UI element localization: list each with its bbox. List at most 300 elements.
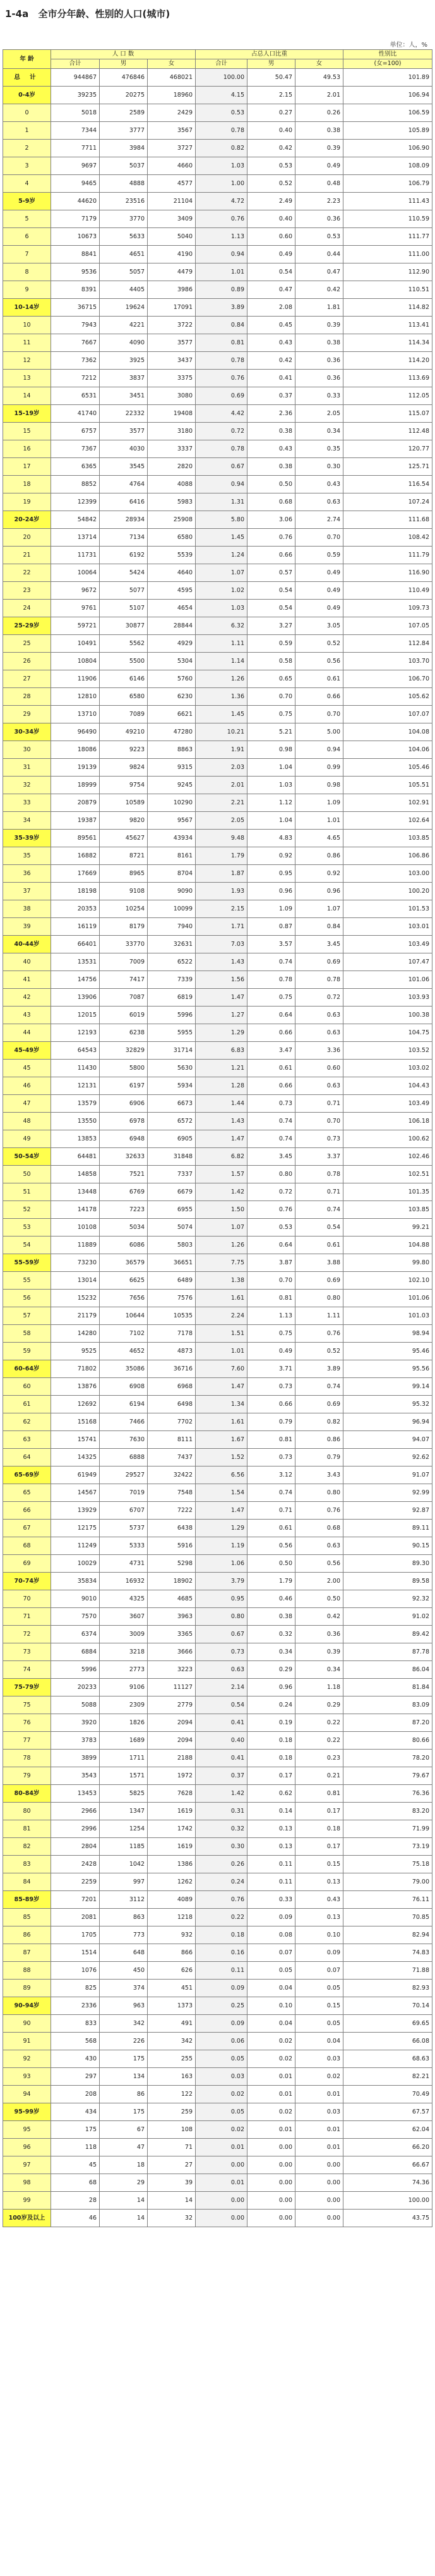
- cell-pct-total: 1.43: [196, 953, 247, 971]
- table-row: [3, 2068, 432, 2086]
- cell-female: 31848: [148, 1148, 196, 1166]
- cell-age: 34: [3, 812, 51, 830]
- cell-total: 6365: [51, 458, 100, 476]
- cell-male: 10589: [100, 794, 148, 812]
- cell-male: 86: [100, 2086, 148, 2103]
- cell-pct-male: 0.53: [247, 157, 295, 175]
- table-row: [3, 2015, 432, 2033]
- cell-female: 491: [148, 2015, 196, 2033]
- table-row-group: [3, 723, 432, 741]
- cell-pct-female: 0.61: [295, 670, 343, 688]
- cell-pct-male: 0.13: [247, 1838, 295, 1856]
- table-row-group: [3, 1042, 432, 1060]
- table-row: [3, 1130, 432, 1148]
- cell-pct-female: 0.78: [295, 971, 343, 989]
- cell-age: 60: [3, 1378, 51, 1396]
- cell-male: 20275: [100, 87, 148, 104]
- cell-pct-male: 0.42: [247, 352, 295, 370]
- cell-pct-female: 0.01: [295, 2121, 343, 2139]
- cell-pct-male: 0.40: [247, 122, 295, 140]
- cell-pct-total: 0.53: [196, 104, 247, 122]
- cell-female: 4190: [148, 246, 196, 263]
- cell-age: 46: [3, 1077, 51, 1095]
- cell-male: 14: [100, 2210, 148, 2227]
- table-row: [3, 1007, 432, 1024]
- cell-male: 33770: [100, 936, 148, 953]
- cell-age: 62: [3, 1413, 51, 1431]
- cell-pct-total: 1.87: [196, 865, 247, 883]
- cell-female: 108: [148, 2121, 196, 2139]
- cell-ratio: 99.80: [343, 1254, 432, 1272]
- cell-ratio: 94.07: [343, 1431, 432, 1449]
- table-row: [3, 1909, 432, 1926]
- cell-age: 2: [3, 140, 51, 157]
- cell-age: 15-19岁: [3, 405, 51, 423]
- table-row-group: [3, 2210, 432, 2227]
- cell-ratio: 76.36: [343, 1785, 432, 1803]
- cell-total: 45: [51, 2156, 100, 2174]
- cell-pct-female: 0.68: [295, 1520, 343, 1537]
- table-row-group: [3, 617, 432, 635]
- cell-total: 13929: [51, 1502, 100, 1520]
- table-row: [3, 706, 432, 723]
- table-row-group: [3, 87, 432, 104]
- cell-male: 4652: [100, 1343, 148, 1360]
- cell-age: 96: [3, 2139, 51, 2156]
- cell-pct-male: 0.74: [247, 953, 295, 971]
- cell-pct-total: 0.76: [196, 210, 247, 228]
- cell-pct-male: 0.54: [247, 582, 295, 600]
- cell-ratio: 106.94: [343, 87, 432, 104]
- cell-pct-female: 0.69: [295, 1272, 343, 1290]
- cell-pct-female: 0.03: [295, 2050, 343, 2068]
- cell-female: 7178: [148, 1325, 196, 1343]
- cell-pct-total: 0.67: [196, 1626, 247, 1643]
- cell-ratio: 103.01: [343, 918, 432, 936]
- cell-male: 4731: [100, 1555, 148, 1573]
- cell-total: 2259: [51, 1873, 100, 1891]
- cell-total: 7667: [51, 334, 100, 352]
- cell-age: 58: [3, 1325, 51, 1343]
- cell-total: 2081: [51, 1909, 100, 1926]
- cell-ratio: 103.93: [343, 989, 432, 1007]
- cell-total: 54842: [51, 511, 100, 529]
- cell-pct-total: 1.47: [196, 1130, 247, 1148]
- cell-total: 13876: [51, 1378, 100, 1396]
- cell-age: 10: [3, 317, 51, 334]
- cell-age: 77: [3, 1732, 51, 1750]
- cell-pct-male: 0.71: [247, 1502, 295, 1520]
- cell-pct-male: 0.49: [247, 1343, 295, 1360]
- cell-male: 7630: [100, 1431, 148, 1449]
- cell-pct-total: 9.48: [196, 830, 247, 847]
- cell-total: 11430: [51, 1060, 100, 1077]
- cell-ratio: 66.67: [343, 2156, 432, 2174]
- cell-ratio: 104.75: [343, 1024, 432, 1042]
- cell-pct-male: 1.03: [247, 777, 295, 794]
- cell-pct-male: 0.43: [247, 440, 295, 458]
- table-row: [3, 493, 432, 511]
- cell-total: 13710: [51, 706, 100, 723]
- cell-male: 6086: [100, 1237, 148, 1254]
- cell-pct-male: 0.45: [247, 317, 295, 334]
- cell-ratio: 110.51: [343, 281, 432, 299]
- cell-pct-total: 0.05: [196, 2050, 247, 2068]
- cell-female: 9567: [148, 812, 196, 830]
- cell-ratio: 82.94: [343, 1926, 432, 1944]
- cell-pct-female: 1.11: [295, 1307, 343, 1325]
- cell-pct-female: 0.59: [295, 547, 343, 564]
- cell-age: 35-39岁: [3, 830, 51, 847]
- cell-pct-total: 5.80: [196, 511, 247, 529]
- cell-female: 3223: [148, 1661, 196, 1679]
- cell-pct-female: 0.81: [295, 1785, 343, 1803]
- cell-pct-female: 0.10: [295, 1926, 343, 1944]
- cell-female: 3365: [148, 1626, 196, 1643]
- cell-female: 3180: [148, 423, 196, 440]
- cell-female: 1619: [148, 1838, 196, 1856]
- cell-pct-male: 0.38: [247, 1608, 295, 1626]
- cell-pct-total: 1.11: [196, 635, 247, 653]
- cell-ratio: 79.00: [343, 1873, 432, 1891]
- table-row: [3, 812, 432, 830]
- cell-pct-total: 1.26: [196, 670, 247, 688]
- cell-total: 18999: [51, 777, 100, 794]
- cell-pct-male: 0.04: [247, 2015, 295, 2033]
- cell-female: 2429: [148, 104, 196, 122]
- cell-pct-total: 1.54: [196, 1484, 247, 1502]
- cell-pct-female: 0.70: [295, 1113, 343, 1130]
- table-row: [3, 2156, 432, 2174]
- cell-ratio: 114.34: [343, 334, 432, 352]
- cell-pct-male: 0.73: [247, 1095, 295, 1113]
- cell-female: 7548: [148, 1484, 196, 1502]
- cell-female: 18902: [148, 1573, 196, 1590]
- cell-pct-male: 0.40: [247, 210, 295, 228]
- cell-ratio: 95.46: [343, 1343, 432, 1360]
- cell-pct-total: 1.91: [196, 741, 247, 759]
- cell-ratio: 102.51: [343, 1166, 432, 1183]
- cell-ratio: 102.10: [343, 1272, 432, 1290]
- cell-total: 7362: [51, 352, 100, 370]
- cell-pct-male: 5.21: [247, 723, 295, 741]
- cell-total: 10064: [51, 564, 100, 582]
- cell-pct-male: 0.11: [247, 1856, 295, 1873]
- cell-female: 451: [148, 1980, 196, 1997]
- cell-age: 73: [3, 1643, 51, 1661]
- cell-male: 1826: [100, 1714, 148, 1732]
- cell-pct-male: 0.64: [247, 1007, 295, 1024]
- cell-pct-female: 0.34: [295, 423, 343, 440]
- cell-total: 14858: [51, 1166, 100, 1183]
- cell-male: 7223: [100, 1201, 148, 1219]
- cell-pct-female: 0.72: [295, 989, 343, 1007]
- cell-pct-total: 2.03: [196, 759, 247, 777]
- cell-male: 6192: [100, 547, 148, 564]
- cell-male: 3925: [100, 352, 148, 370]
- cell-ratio: 103.85: [343, 830, 432, 847]
- cell-pct-male: 0.13: [247, 1820, 295, 1838]
- header-population: 人 口 数: [51, 50, 196, 59]
- cell-ratio: 106.70: [343, 670, 432, 688]
- table-row: [3, 547, 432, 564]
- cell-pct-total: 7.60: [196, 1360, 247, 1378]
- cell-total: 6531: [51, 387, 100, 405]
- cell-pct-female: 0.00: [295, 2174, 343, 2192]
- cell-age: 25-29岁: [3, 617, 51, 635]
- cell-female: 32631: [148, 936, 196, 953]
- cell-total: 21179: [51, 1307, 100, 1325]
- cell-pct-female: 0.43: [295, 476, 343, 493]
- cell-female: 7576: [148, 1290, 196, 1307]
- cell-pct-total: 0.26: [196, 1856, 247, 1873]
- table-row: [3, 1413, 432, 1431]
- cell-female: 342: [148, 2033, 196, 2050]
- table-row-group: [3, 2103, 432, 2121]
- cell-male: 9824: [100, 759, 148, 777]
- cell-total: 13550: [51, 1113, 100, 1130]
- cell-total: 9697: [51, 157, 100, 175]
- cell-female: 4660: [148, 157, 196, 175]
- cell-female: 5983: [148, 493, 196, 511]
- table-row: [3, 175, 432, 193]
- cell-ratio: 103.70: [343, 653, 432, 670]
- cell-pct-male: 0.53: [247, 1219, 295, 1237]
- cell-age: 1: [3, 122, 51, 140]
- cell-ratio: 106.18: [343, 1113, 432, 1130]
- cell-pct-female: 0.50: [295, 1590, 343, 1608]
- table-row: [3, 1590, 432, 1608]
- table-row-group: [3, 1573, 432, 1590]
- cell-pct-total: 1.13: [196, 228, 247, 246]
- cell-total: 18086: [51, 741, 100, 759]
- cell-pct-female: 0.02: [295, 2068, 343, 2086]
- cell-age: 87: [3, 1944, 51, 1962]
- table-row: [3, 1166, 432, 1183]
- cell-pct-male: 0.56: [247, 1537, 295, 1555]
- cell-ratio: 92.87: [343, 1502, 432, 1520]
- cell-total: 7212: [51, 370, 100, 387]
- cell-male: 5737: [100, 1520, 148, 1537]
- cell-total: 8841: [51, 246, 100, 263]
- cell-pct-male: 0.68: [247, 493, 295, 511]
- cell-ratio: 98.94: [343, 1325, 432, 1343]
- table-row-group: [3, 936, 432, 953]
- cell-age: 72: [3, 1626, 51, 1643]
- cell-pct-female: 0.49: [295, 600, 343, 617]
- cell-male: 4090: [100, 334, 148, 352]
- cell-pct-female: 0.36: [295, 370, 343, 387]
- table-row: [3, 1201, 432, 1219]
- cell-total: 3543: [51, 1767, 100, 1785]
- cell-total: 7711: [51, 140, 100, 157]
- cell-total: 568: [51, 2033, 100, 2050]
- cell-pct-total: 1.29: [196, 1024, 247, 1042]
- cell-total: 13906: [51, 989, 100, 1007]
- cell-pct-male: 0.24: [247, 1696, 295, 1714]
- cell-ratio: 108.42: [343, 529, 432, 547]
- cell-male: 14: [100, 2192, 148, 2210]
- cell-pct-total: 0.32: [196, 1820, 247, 1838]
- cell-female: 6522: [148, 953, 196, 971]
- cell-pct-male: 0.66: [247, 1024, 295, 1042]
- cell-pct-female: 0.26: [295, 104, 343, 122]
- cell-female: 3409: [148, 210, 196, 228]
- cell-pct-male: 0.27: [247, 104, 295, 122]
- cell-pct-total: 1.51: [196, 1325, 247, 1343]
- cell-male: 6948: [100, 1130, 148, 1148]
- cell-age: 17: [3, 458, 51, 476]
- table-row: [3, 1431, 432, 1449]
- cell-pct-male: 4.83: [247, 830, 295, 847]
- table-row: [3, 600, 432, 617]
- cell-pct-male: 0.00: [247, 2210, 295, 2227]
- cell-ratio: 78.20: [343, 1750, 432, 1767]
- table-row: [3, 1307, 432, 1325]
- cell-pct-male: 2.15: [247, 87, 295, 104]
- cell-age: 4: [3, 175, 51, 193]
- cell-pct-female: 0.71: [295, 1183, 343, 1201]
- cell-pct-male: 0.02: [247, 2050, 295, 2068]
- cell-female: 47280: [148, 723, 196, 741]
- cell-male: 7019: [100, 1484, 148, 1502]
- cell-pct-total: 1.61: [196, 1413, 247, 1431]
- cell-pct-female: 0.29: [295, 1696, 343, 1714]
- table-row: [3, 918, 432, 936]
- cell-pct-total: 0.89: [196, 281, 247, 299]
- cell-pct-female: 0.30: [295, 458, 343, 476]
- cell-ratio: 101.03: [343, 1307, 432, 1325]
- cell-age: 35: [3, 847, 51, 865]
- cell-pct-total: 0.01: [196, 2174, 247, 2192]
- cell-total: 2996: [51, 1820, 100, 1838]
- cell-male: 5034: [100, 1219, 148, 1237]
- cell-female: 4595: [148, 582, 196, 600]
- table-row: [3, 2174, 432, 2192]
- cell-male: 10644: [100, 1307, 148, 1325]
- table-row: [3, 670, 432, 688]
- cell-female: 1218: [148, 1909, 196, 1926]
- table-row: [3, 210, 432, 228]
- cell-age: 92: [3, 2050, 51, 2068]
- cell-pct-male: 0.61: [247, 1520, 295, 1537]
- cell-male: 6238: [100, 1024, 148, 1042]
- cell-pct-female: 0.78: [295, 1166, 343, 1183]
- cell-pct-male: 0.98: [247, 741, 295, 759]
- cell-male: 4405: [100, 281, 148, 299]
- cell-male: 476846: [100, 69, 148, 87]
- cell-male: 7009: [100, 953, 148, 971]
- cell-ratio: 106.90: [343, 140, 432, 157]
- cell-age: 30-34岁: [3, 723, 51, 741]
- cell-pct-total: 1.07: [196, 564, 247, 582]
- cell-male: 6625: [100, 1272, 148, 1290]
- cell-female: 6489: [148, 1272, 196, 1290]
- cell-pct-female: 0.07: [295, 1962, 343, 1980]
- cell-age: 75-79岁: [3, 1679, 51, 1696]
- cell-male: 32633: [100, 1148, 148, 1166]
- cell-female: 4873: [148, 1343, 196, 1360]
- cell-ratio: 112.48: [343, 423, 432, 440]
- cell-female: 28844: [148, 617, 196, 635]
- cell-pct-male: 50.47: [247, 69, 295, 87]
- table-row-group: [3, 1360, 432, 1378]
- cell-age: 59: [3, 1343, 51, 1360]
- cell-female: 1262: [148, 1873, 196, 1891]
- cell-pct-female: 0.36: [295, 1626, 343, 1643]
- cell-pct-female: 0.96: [295, 883, 343, 900]
- cell-pct-male: 0.76: [247, 1201, 295, 1219]
- cell-female: 25908: [148, 511, 196, 529]
- cell-age: 67: [3, 1520, 51, 1537]
- cell-age: 57: [3, 1307, 51, 1325]
- table-row: [3, 1183, 432, 1201]
- cell-ratio: 108.09: [343, 157, 432, 175]
- cell-pct-total: 0.06: [196, 2033, 247, 2050]
- cell-pct-male: 0.80: [247, 1166, 295, 1183]
- cell-age: 56: [3, 1290, 51, 1307]
- cell-pct-female: 3.37: [295, 1148, 343, 1166]
- cell-age: 43: [3, 1007, 51, 1024]
- cell-pct-total: 1.01: [196, 263, 247, 281]
- cell-pct-female: 0.49: [295, 564, 343, 582]
- table-row: [3, 1838, 432, 1856]
- cell-pct-female: 0.36: [295, 352, 343, 370]
- table-row: [3, 317, 432, 334]
- cell-age: 23: [3, 582, 51, 600]
- cell-ratio: 116.54: [343, 476, 432, 493]
- cell-pct-female: 0.36: [295, 210, 343, 228]
- cell-total: 5018: [51, 104, 100, 122]
- cell-pct-total: 1.71: [196, 918, 247, 936]
- cell-ratio: 83.20: [343, 1803, 432, 1820]
- cell-ratio: 99.14: [343, 1378, 432, 1396]
- cell-female: 14: [148, 2192, 196, 2210]
- cell-pct-female: 0.18: [295, 1820, 343, 1838]
- cell-female: 122: [148, 2086, 196, 2103]
- table-row: [3, 1803, 432, 1820]
- cell-pct-male: 0.02: [247, 2103, 295, 2121]
- cell-total: 14756: [51, 971, 100, 989]
- cell-total: 13014: [51, 1272, 100, 1290]
- table-row: [3, 1856, 432, 1873]
- table-row: [3, 1661, 432, 1679]
- table-row: [3, 883, 432, 900]
- cell-male: 342: [100, 2015, 148, 2033]
- cell-male: 29527: [100, 1466, 148, 1484]
- cell-female: 4089: [148, 1891, 196, 1909]
- cell-male: 6146: [100, 670, 148, 688]
- cell-pct-female: 0.17: [295, 1803, 343, 1820]
- table-row: [3, 1732, 432, 1750]
- cell-ratio: 103.00: [343, 865, 432, 883]
- cell-pct-female: 0.74: [295, 1378, 343, 1396]
- table-row: [3, 1237, 432, 1254]
- cell-pct-total: 0.63: [196, 1661, 247, 1679]
- cell-pct-female: 0.86: [295, 847, 343, 865]
- cell-pct-total: 1.24: [196, 547, 247, 564]
- cell-total: 12692: [51, 1396, 100, 1413]
- cell-pct-male: 0.73: [247, 1378, 295, 1396]
- cell-pct-total: 1.03: [196, 600, 247, 617]
- cell-male: 1254: [100, 1820, 148, 1838]
- cell-pct-total: 0.69: [196, 387, 247, 405]
- cell-ratio: 103.02: [343, 1060, 432, 1077]
- cell-pct-female: 0.05: [295, 1980, 343, 1997]
- cell-total: 13714: [51, 529, 100, 547]
- cell-pct-female: 0.22: [295, 1732, 343, 1750]
- cell-total: 11906: [51, 670, 100, 688]
